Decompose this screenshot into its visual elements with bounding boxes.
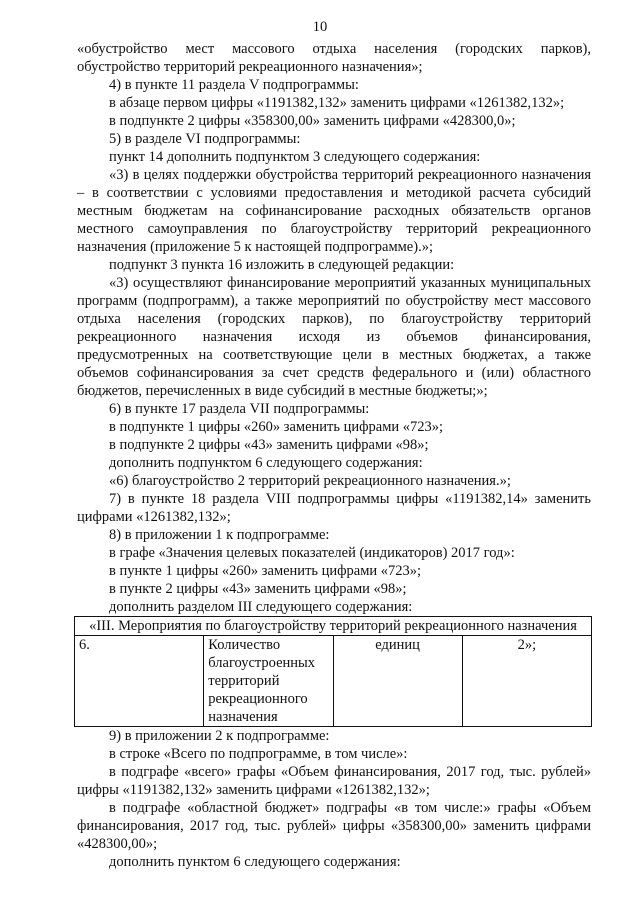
paragraph-3: в абзаце первом цифры «1191382,132» заменить цифрами «1261382,132»; [109, 95, 565, 111]
table-header-row [75, 617, 592, 636]
paragraph-5: 5) в разделе VI подпрограммы: [109, 131, 301, 147]
paragraph-20: дополнить разделом III следующего содержания: [109, 599, 413, 615]
paragraph-2: 4) в пункте 11 раздела V подпрограммы: [109, 77, 359, 93]
paragraph-4: в подпункте 2 цифры «358300,00» заменить цифрами «428300,0»; [109, 113, 516, 129]
paragraph-19: в пункте 2 цифры «43» заменить цифрами «98»; [109, 581, 407, 597]
paragraph-7: «3) в целях поддержки обустройства территорий рекреационного назначения – в соответствии с условиями предоставления и методикой расчета субсидий местным бюджетам на софинансирование расходных обязательств органов местного самоуправления по благоустройству территорий рекреационного назначения (приложение 5 к настоящей подпрограмме).»; [77, 167, 591, 255]
table-cell-number: 6. [75, 636, 204, 727]
paragraph-18: в пункте 1 цифры «260» заменить цифрами «723»; [109, 563, 422, 579]
page-number: 10 [312, 19, 328, 35]
paragraph-8: подпункт 3 пункта 16 изложить в следующей редакции: [109, 257, 455, 273]
paragraph-22: в строке «Всего по подпрограмме, в том числе»: [109, 746, 408, 762]
paragraph-15: 7) в пункте 18 раздела VIII подпрограммы цифры «1191382,14» заменить цифрами «1261382,132»; [77, 491, 591, 525]
paragraph-21: 9) в приложении 2 к подпрограмме: [109, 728, 330, 744]
measures-table [74, 616, 592, 727]
paragraph-9: «3) осуществляют финансирование мероприятий указанных муниципальных программ (подпрограмм), а также мероприятий по обустройству мест массового отдыха населения (городских парков), по благоустройству территорий рекреационного назначения исходя из объемов финансирования, предусмотренных на соответствующие цели в местных бюджетах, а также объемов софинансирования за счет средств федерального и (или) областного бюджетов, перечисленных в виде субсидий в местные бюджеты;»; [77, 275, 591, 399]
paragraph-14: «6) благоустройство 2 территорий рекреационного назначения.»; [109, 473, 511, 489]
table-cell-description: Количество благоустроенных территорий рекреационного назначения [204, 636, 333, 727]
table-cell-value: 2»; [462, 636, 591, 727]
paragraph-13: дополнить подпунктом 6 следующего содержания: [109, 455, 423, 471]
paragraph-6: пункт 14 дополнить подпунктом 3 следующего содержания: [109, 149, 481, 165]
paragraph-1: «обустройство мест массового отдыха населения (городских парков), обустройство территорий рекреационного назначения»; [77, 41, 591, 75]
paragraph-17: в графе «Значения целевых показателей (индикаторов) 2017 год»: [109, 545, 515, 561]
paragraph-12: в подпункте 2 цифры «43» заменить цифрами «98»; [109, 437, 429, 453]
table-cell-unit: единиц [333, 636, 462, 727]
paragraph-10: 6) в пункте 17 раздела VII подпрограммы: [109, 401, 370, 417]
document-body [77, 40, 591, 871]
paragraph-11: в подпункте 1 цифры «260» заменить цифрами «723»; [109, 419, 444, 435]
table-row [75, 636, 592, 727]
paragraph-23: в подграфе «всего» графы «Объем финансирования, 2017 год, тыс. рублей» цифры «1191382,132» заменить цифрами «1261382,132»; [77, 764, 591, 798]
paragraph-24: в подграфе «областной бюджет» подграфы «в том числе:» графы «Объем финансирования, 2017 год, тыс. рублей» цифры «358300,00» заменить цифрами «428300,00»; [77, 800, 591, 852]
table-section-header: «III. Мероприятия по благоустройству территорий рекреационного назначения [75, 617, 592, 636]
paragraph-25: дополнить пунктом 6 следующего содержания: [109, 854, 401, 870]
paragraph-16: 8) в приложении 1 к подпрограмме: [109, 527, 330, 543]
